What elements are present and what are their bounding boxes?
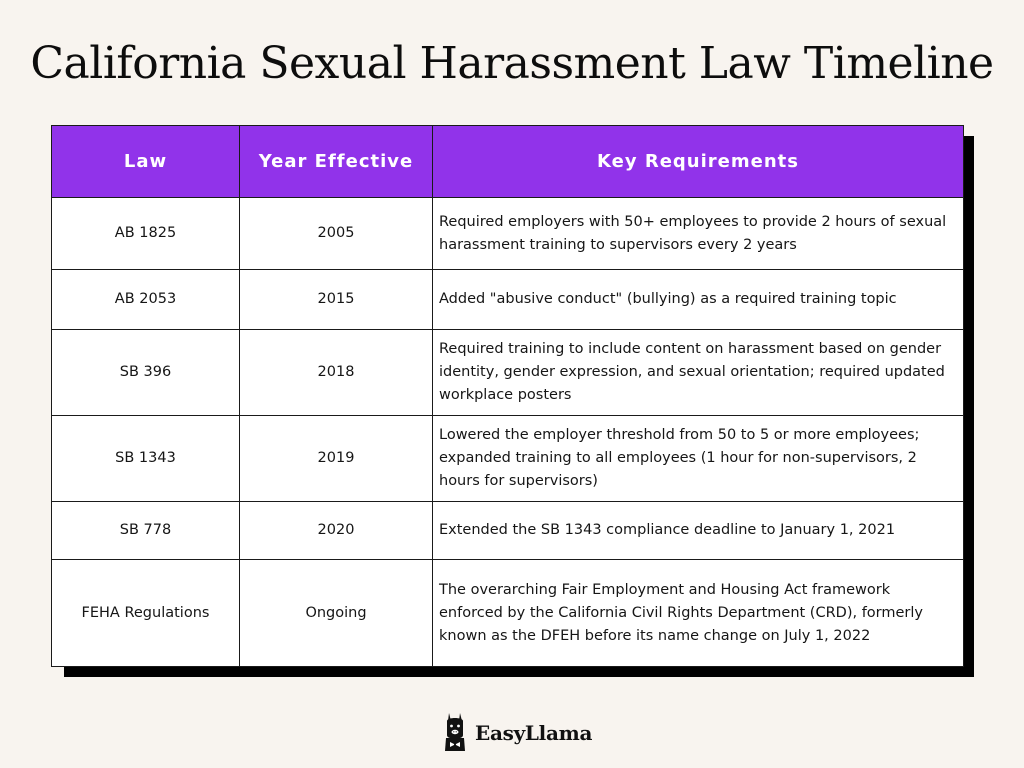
year-cell: 2018 <box>240 330 433 416</box>
year-cell: 2015 <box>240 270 433 330</box>
year-cell: 2020 <box>240 502 433 560</box>
year-cell: 2019 <box>240 416 433 502</box>
requirements-cell: Required employers with 50+ employees to provide 2 hours of sexual harassment training to supervisors every 2 years <box>433 198 964 270</box>
table-row <box>52 416 964 502</box>
law-cell: FEHA Regulations <box>52 560 240 667</box>
law-cell: AB 1825 <box>52 198 240 270</box>
page-title: California Sexual Harassment Law Timeline <box>30 38 994 89</box>
table-header-row <box>52 126 964 198</box>
header-law: Law <box>52 126 240 198</box>
law-cell: SB 396 <box>52 330 240 416</box>
requirements-cell: Required training to include content on harassment based on gender identity, gender expression, and sexual orientation; required updated workplace posters <box>433 330 964 416</box>
law-cell: SB 1343 <box>52 416 240 502</box>
requirements-cell: Added "abusive conduct" (bullying) as a required training topic <box>433 270 964 330</box>
law-cell: AB 2053 <box>52 270 240 330</box>
requirements-cell: Lowered the employer threshold from 50 to 5 or more employees; expanded training to all employees (1 hour for non-supervisors, 2 hours for supervisors) <box>433 416 964 502</box>
header-key-requirements: Key Requirements <box>433 126 964 198</box>
year-cell: Ongoing <box>240 560 433 667</box>
table-row <box>52 270 964 330</box>
table-row <box>52 198 964 270</box>
table-row <box>52 502 964 560</box>
requirements-cell: Extended the SB 1343 compliance deadline to January 1, 2021 <box>433 502 964 560</box>
year-cell: 2005 <box>240 198 433 270</box>
llama-icon <box>441 711 469 755</box>
table-row <box>52 330 964 416</box>
header-year-effective: Year Effective <box>240 126 433 198</box>
law-timeline-table <box>51 125 963 666</box>
brand-name: EasyLlama <box>475 721 593 745</box>
easyllama-logo <box>441 710 592 756</box>
law-cell: SB 778 <box>52 502 240 560</box>
table-row <box>52 560 964 667</box>
requirements-cell: The overarching Fair Employment and Housing Act framework enforced by the California Civil Rights Department (CRD), formerly known as the DFEH before its name change on July 1, 2022 <box>433 560 964 667</box>
